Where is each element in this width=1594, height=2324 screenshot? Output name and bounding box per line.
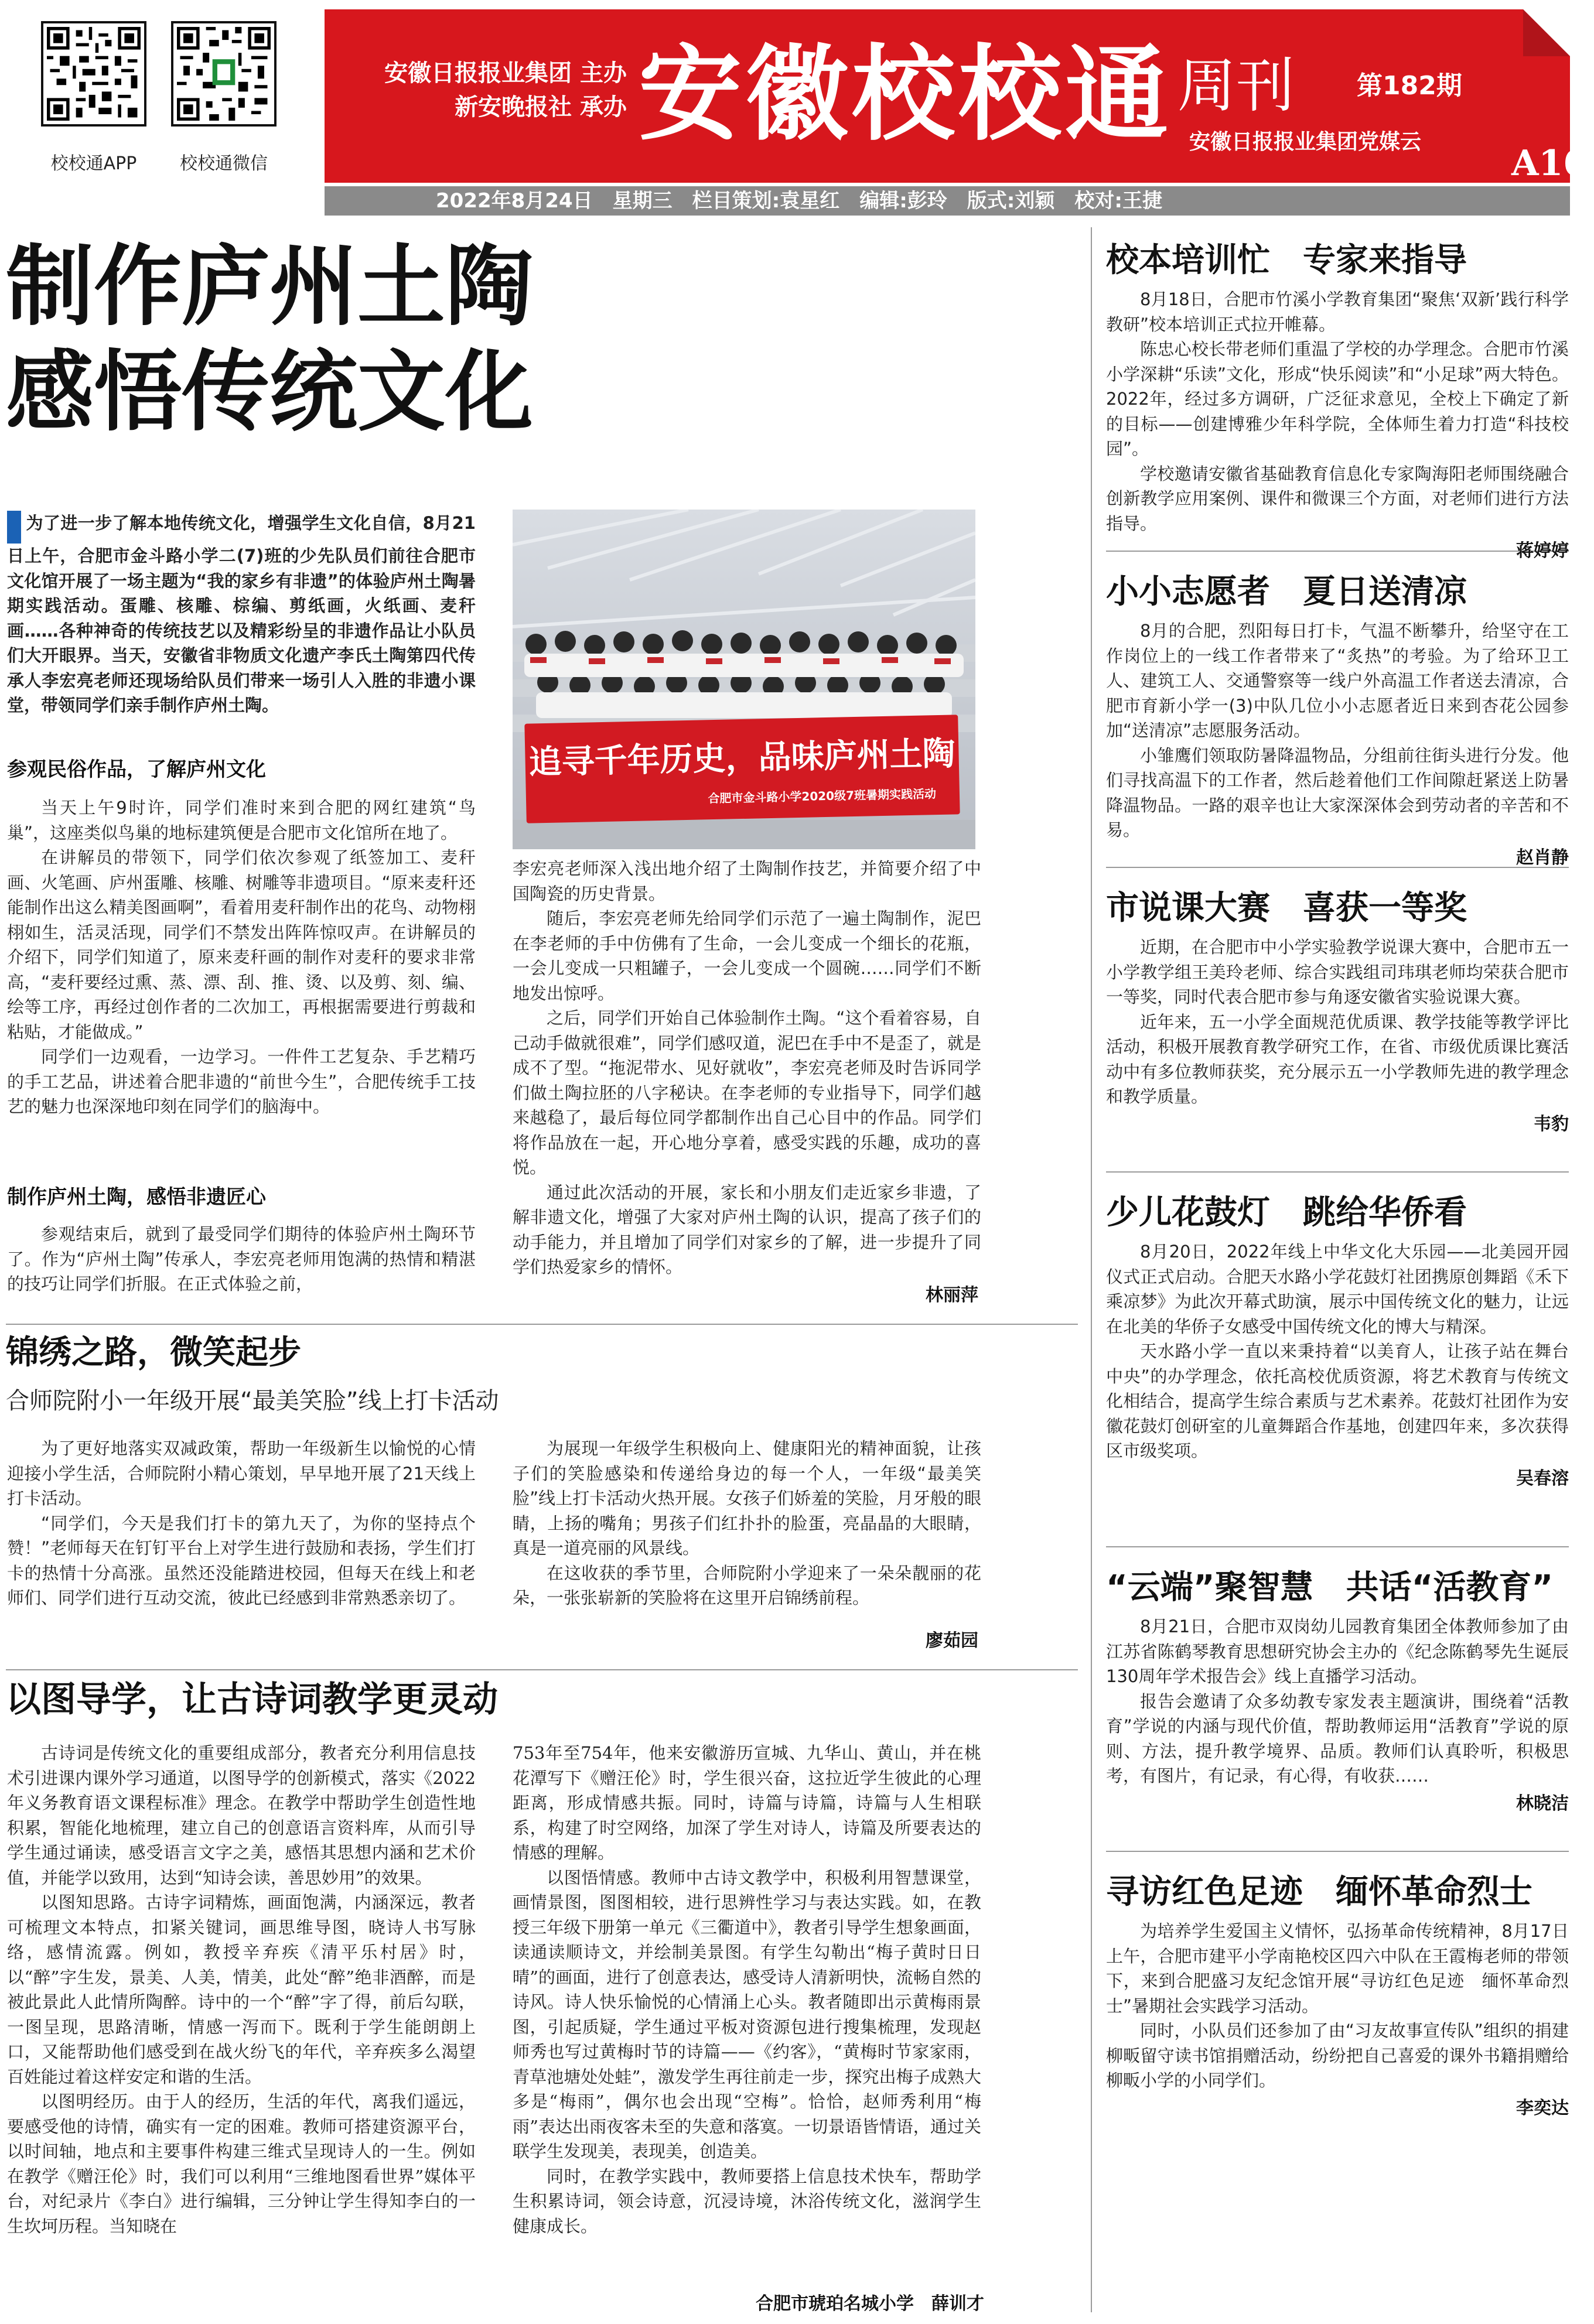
- lead-intro-paragraph: 为了进一步了解本地传统文化，增强学生文化自信，8月21日上午，合肥市金斗路小学二(7)班的少先队员们前往合肥市文化馆开展了一场主题为“我的家乡有非遗”的体验庐州土陶暑期实践活动。蛋雕、核雕、棕编、剪纸画，火纸画、麦秆画……各种神奇的传统技艺以及精彩纷呈的非遗作品让小队员们大开眼界。当天，安徽省非物质文化遗产李氏土陶第四代传承人李宏亮老师还现场给队员们带来一场引人入胜的非遗小课堂，带领同学们亲手制作庐州土陶。: [7, 511, 476, 718]
- sidebar-paragraph: 天水路小学一直以来秉持着“以美育人，让孩子站在舞台中央”的办学理念，依托高校优质资源，将艺术教育与传统文化相结合，提高学生综合素质与艺术素养。花鼓灯社团作为安徽花鼓灯创研室的儿童舞蹈合作基地，创建四年来，多次获得区市级奖项。: [1106, 1341, 1569, 1461]
- sidebar-paragraph: 小雏鹰们领取防暑降温物品，分组前往街头进行分发。他们寻找高温下的工作者，然后趁着他们工作间隙赶紧送上防暑降温物品。一路的艰辛也让大家深深体会到劳动者的辛苦和不易。: [1106, 745, 1569, 840]
- photo-banner-title: 追寻千年历史，品味庐州土陶: [528, 734, 956, 782]
- lead-title: [6, 234, 533, 445]
- lead-paragraph: 之后，同学们开始自己体验制作土陶。“这个看着容易，自己动手做就很难”，同学们感叹道，泥巴在手中不是歪了，就是成不了型。“拖泥带水、见好就收”，李宏亮老师及时告诉同学们做土陶拉胚的八字秘诀。在李老师的专业指导下，同学们越来越稳了，最后每位同学都制作出自己心目中的作品。同学们将作品放在一起，开心地分享着，感受实践的乐趣，成功的喜悦。: [513, 1008, 981, 1177]
- sidebar-author: 韦豹: [1534, 1113, 1569, 1134]
- sidebar-paragraph: 8月21日，合肥市双岗幼儿园教育集团全体教师参加了由江苏省陈鹤琴教育思想研究协会主办的《纪念陈鹤琴先生诞辰130周年学术报告会》线上直播学习活动。: [1106, 1616, 1569, 1686]
- lead-paragraph: 参观结束后，就到了最受同学们期待的体验庐州土陶环节了。作为“庐州土陶”传承人，李宏亮老师用饱满的热情和精湛的技巧让同学们折服。在正式体验之前，: [7, 1224, 476, 1294]
- poetry-title: 以图导学，让古诗词教学更灵动: [6, 1679, 498, 1720]
- poetry-paragraph: 以图知思路。古诗字词精炼，画面饱满，内涵深远，教者可梳理文本特点，扣紧关键词，画思维导图，晓诗人书写脉络，感情流露。例如，教授辛弃疾《清平乐村居》时，以“醉”字生发，景美、人美，情美，此处“醉”绝非酒醉，而是被此景此人此情所陶醉。诗中的一个“醉”字了得，前后勾联，一图呈现，思路清晰，情感一泻而下。既利于学生能朗朗上口，又能帮助他们感受到在战火纷飞的年代，辛弃疾多么渴望百姓能过着这样安定和谐的生活。: [7, 1892, 476, 2087]
- lead-paragraph: 在讲解员的带领下，同学们依次参观了纸签加工、麦秆画、火笔画、庐州蛋雕、核雕、树雕等非遗项目。“原来麦秆还能制作出这么精美图画啊”，看着用麦秆制作出的花鸟、动物栩栩如生，活灵活现，同学们不禁发出阵阵惊叹声。在讲解员的介绍下，同学们知道了，原来麦秆画的制作对麦秆的要求非常高，“麦秆要经过熏、蒸、漂、刮、推、烫、以及剪、刻、编、绘等工序，再经过创作者的二次加工，再根据需要进行剪裁和粘贴，才能做成。”: [7, 847, 476, 1042]
- poetry-paragraph: 同时，在教学实践中，教师要搭上信息技术快车，帮助学生积累诗词，领会诗意，沉浸诗境，沐浴传统文化，滋润学生健康成长。: [513, 2166, 981, 2236]
- lead-title-line1: 制作庐州土陶: [6, 236, 534, 338]
- lead-section-1: [7, 795, 476, 1119]
- photo-banner-subtitle: 合肥市金斗路小学2020级7班暑期实践活动: [708, 787, 937, 806]
- qr-app-caption: 校校通APP: [50, 153, 137, 174]
- smile-column-1: [7, 1436, 476, 1611]
- lead-paragraph: 通过此次活动的开展，家长和小朋友们走近家乡非遗，了解非遗文化，增强了大家对庐州土陶的认识，提高了孩子们的动手能力，并且增加了同学们对家乡的了解，进一步提升了同学们热爱家乡的情怀。: [513, 1182, 981, 1277]
- lead-paragraph: 同学们一边观看，一边学习。一件件工艺复杂、手艺精巧的手工艺品，讲述着合肥非遗的“前世今生”，合肥传统手工技艺的魅力也深深地印刻在同学们的脑海中。: [7, 1047, 476, 1116]
- smile-paragraph: 在这收获的季节里，合师院附小学迎来了一朵朵靓丽的花朵，一张张崭新的笑脸将在这里开启锦绣前程。: [513, 1563, 981, 1608]
- sidebar-title: 市说课大赛 喜获一等奖: [1106, 889, 1467, 927]
- sidebar-title: 小小志愿者 夏日送清凉: [1106, 573, 1467, 611]
- sidebar-title: 寻访红色足迹 缅怀革命烈士: [1106, 1873, 1532, 1911]
- page-fold-icon: [1523, 9, 1570, 56]
- sidebar-title: “云端”聚智慧 共话“活教育”: [1106, 1568, 1554, 1607]
- sidebar-author: 李奕达: [1516, 2097, 1569, 2118]
- lead-paragraph: 随后，李宏亮老师先给同学们示范了一遍土陶制作，泥巴在李老师的手中仿佛有了生命，一会儿变成一个细长的花瓶，一会儿变成一只粗罐子，一会儿变成一个圆碗……同学们不断地发出惊呼。: [513, 908, 981, 1003]
- publisher-lines: [357, 56, 627, 124]
- brand-title: 安徽校校通: [639, 35, 1172, 155]
- section-divider: [6, 1669, 1078, 1670]
- sidebar-author: 吴春溶: [1516, 1468, 1569, 1489]
- lead-paragraph: 李宏亮老师深入浅出地介绍了土陶制作技艺，并简要介绍了中国陶瓷的历史背景。: [513, 859, 981, 904]
- smile-paragraph: 为展现一年级学生积极向上、健康阳光的精神面貌，让孩子们的笑脸感染和传递给身边的每一个人，一年级“最美笑脸”线上打卡活动火热开展。女孩子们娇羞的笑脸，月牙般的眼睛，上扬的嘴角；男孩子们红扑扑的脸蛋，亮晶晶的大眼睛，真是一道亮丽的风景线。: [513, 1438, 981, 1558]
- smile-title: 锦绣之路，微笑起步: [6, 1334, 301, 1372]
- sidebar-article: [1106, 551, 1569, 867]
- lead-subhead-2: 制作庐州土陶，感悟非遗匠心: [7, 1185, 266, 1209]
- lead-subhead-1: 参观民俗作品，了解庐州文化: [7, 758, 266, 781]
- qr-codes: [29, 21, 293, 179]
- qr-code-app-icon[interactable]: [41, 21, 146, 127]
- sidebar-article: [1106, 1546, 1569, 1851]
- sidebar-paragraph: 8月20日，2022年线上中华文化大乐园——北美园开园仪式正式启动。合肥天水路小学花鼓灯社团携原创舞蹈《禾下乘凉梦》为此次开幕式助演，展示中国传统文化的魅力，让远在北美的华侨子女感受中国传统文化的博大与精深。: [1106, 1242, 1569, 1337]
- column-divider: [1091, 227, 1092, 2312]
- sidebar-paragraph: 报告会邀请了众多幼教专家发表主题演讲，围绕着“活教育”学说的内涵与现代价值，帮助教师运用“活教育”学说的原则、方法，提升教学境界、品质。教师们认真聆听，积极思考，有图片，有记录，有心得，有收获……: [1106, 1691, 1569, 1786]
- sidebar-paragraph: 为培养学生爱国主义情怀，弘扬革命传统精神，8月17日上午，合肥市建平小学南艳校区四六中队在王霞梅老师的带领下，来到合肥盛习友纪念馆开展“寻访红色足迹 缅怀革命烈士”暑期社会实践学习活动。: [1106, 1921, 1569, 2016]
- sidebar-paragraph: 学校邀请安徽省基础教育信息化专家陶海阳老师围绕融合创新教学应用案例、课件和微课三个方面，对老师们进行方法指导。: [1106, 463, 1569, 534]
- smile-author: 廖茹园: [926, 1631, 978, 1651]
- publisher-line-2: 新安晚报社 承办: [455, 94, 627, 121]
- sidebar-paragraph: 8月18日，合肥市竹溪小学教育集团“聚焦‘双新’践行科学教研”校本培训正式拉开帷幕。: [1106, 289, 1569, 334]
- cloud-label: 安徽日报报业集团党媒云: [1189, 130, 1422, 154]
- sidebar-author: 林晓洁: [1516, 1793, 1569, 1814]
- publisher-line-1: 安徽日报报业集团 主办: [384, 60, 627, 87]
- section-divider: [6, 1324, 1078, 1325]
- poetry-author: 合肥市琥珀名城小学 薛训才: [756, 2294, 984, 2314]
- photo-banner: [524, 715, 960, 823]
- lead-marker-icon: [7, 511, 21, 544]
- sidebar-article: [1106, 867, 1569, 1171]
- sidebar-paragraph: 近年来，五一小学全面规范优质课、教学技能等教学评比活动，积极开展教育教学研究工作，在省、市级优质课比赛活动中有多位教师获奖，充分展示五一小学教师先进的教学理念和教学质量。: [1106, 1011, 1569, 1106]
- lead-author: 林丽萍: [926, 1285, 978, 1305]
- sidebar-paragraph: 陈忠心校长带老师们重温了学校的办学理念。合肥市竹溪小学深耕“乐读”文化，形成“快乐阅读”和“小足球”两大特色。2022年，经过多方调研，广泛征求意见，全校上下确定了新的目标——创建博雅少年科学院，全体师生着力打造“科技校园”。: [1106, 339, 1569, 459]
- sidebar-author: 蒋婷婷: [1516, 541, 1569, 561]
- sidebar-title: 校本培训忙 专家来指导: [1106, 241, 1467, 279]
- qr-wechat-caption: 校校通微信: [180, 153, 268, 174]
- sidebar-article: [1106, 234, 1569, 561]
- poetry-column-2: [513, 1741, 981, 2238]
- page-number: A16: [1511, 143, 1588, 184]
- lead-section-2: [7, 1222, 476, 1297]
- sidebar-paragraph: 8月的合肥，烈阳每日打卡，气温不断攀升，给坚守在工作岗位上的一线工作者带来了“炙热”的考验。为了给环卫工人、建筑工人、交通警察等一线户外高温工作者送去清凉，合肥市育新小学一(3)中队几位小小志愿者近日来到杏花公园参加“送清凉”志愿服务活动。: [1106, 621, 1569, 740]
- lead-intro: [7, 511, 476, 718]
- sidebar-author: 赵肖静: [1516, 847, 1569, 868]
- sidebar-article: [1106, 1851, 1569, 2155]
- smile-paragraph: “同学们，今天是我们打卡的第九天了，为你的坚持点个赞！”老师每天在钉钉平台上对学生进行鼓励和表扬，学生们打卡的热情十分高涨。虽然还没能踏进校园，但每天在线上和老师们、同学们进行互动交流，彼此已经感到非常熟悉亲切了。: [7, 1513, 476, 1608]
- lead-paragraph: 当天上午9时许，同学们准时来到合肥的网红建筑“鸟巢”，这座类似鸟巢的地标建筑便是合肥市文化馆所在地了。: [7, 798, 476, 843]
- smile-paragraph: 为了更好地落实双减政策，帮助一年级新生以愉悦的心情迎接小学生活，合师院附小精心策划，早早地开展了21天线上打卡活动。: [7, 1438, 476, 1508]
- lead-column-2: [513, 856, 981, 1280]
- sidebar-title: 少儿花鼓灯 跳给华侨看: [1106, 1194, 1467, 1232]
- sidebar-article: [1106, 1171, 1569, 1546]
- poetry-paragraph: 以图明经历。由于人的经历，生活的年代，离我们遥远，要感受他的诗情，确实有一定的困难。教师可搭建资源平台，以时间轴，地点和主要事件构建三维式呈现诗人的一生。例如在教学《赠汪伦》时，我们可以利用“三维地图看世界”媒体平台，对纪录片《李白》进行编辑，三分钟让学生得知李白的一生坎坷历程。当知晓在: [7, 2091, 476, 2236]
- qr-code-wechat-icon[interactable]: [171, 21, 277, 127]
- issue-number: 第182期: [1357, 71, 1462, 101]
- poetry-paragraph: 753年至754年，他来安徽游历宣城、九华山、黄山，并在桃花潭写下《赠汪伦》时，学生很兴奋，这拉近学生彼此的心理距离，形成情感共振。同时，诗篇与诗篇，诗篇与人生相联系，构建了时空网络，加深了学生对诗人，诗篇及所要表达的情感的理解。: [513, 1743, 981, 1862]
- poetry-paragraph: 以图悟情感。教师中古诗文教学中，积极利用智慧课堂，画情景图，图图相较，进行思辨性学习与表达实践。如，在教授三年级下册第一单元《三衢道中》，教者引导学生想象画面，读通读顺诗文，并绘制美景图。有学生勾勒出“梅子黄时日日晴”的画面，进行了创意表达，感受诗人清新明快，流畅自然的诗风。诗人快乐愉悦的心情涌上心头。教者随即出示黄梅雨景图，引起质疑，学生通过平板对资源包进行搜集梳理，发现赵师秀也写过黄梅时节的诗篇——《约客》，“黄梅时节家家雨，青草池塘处处蛙”，激发学生再往前走一步，探究出梅子成熟大多是“梅雨”，偶尔也会出现“空梅”。恰恰，赵师秀利用“梅雨”表达出雨夜客未至的失意和落寞。一切景语皆情语，通过关联学生发现美，表现美，创造美。: [513, 1867, 981, 2161]
- sidebar-paragraph: 同时，小队员们还参加了由“习友故事宣传队”组织的捐建柳畈留守读书馆捐赠活动，纷纷把自己喜爱的课外书籍捐赠给柳畈小学的小同学们。: [1106, 2021, 1569, 2090]
- poetry-column-1: [7, 1741, 476, 2238]
- sidebar: [1106, 234, 1569, 2155]
- weekly-label: 周刊: [1177, 52, 1295, 120]
- smile-column-2: [513, 1436, 981, 1611]
- poetry-paragraph: 古诗词是传统文化的重要组成部分，教者充分利用信息技术引进课内课外学习通道，以图导学的创新模式，落实《2022年义务教育语文课程标准》理念。在教学中帮助学生创造性地积累，智能化地梳理，建立自己的创意语言资料库，从而引导学生通过诵读，感受语言文字之美，感悟其思想内涵和艺术价值，并能学以致用，达到“知诗会读，善思妙用”的效果。: [7, 1743, 476, 1888]
- lead-title-line2: 感悟传统文化: [6, 341, 534, 443]
- lead-photo: [513, 510, 975, 849]
- smile-subtitle: 合师院附小一年级开展“最美笑脸”线上打卡活动: [6, 1387, 499, 1414]
- dateline: 2022年8月24日 星期三 栏目策划:袁星红 编辑:彭玲 版式:刘颖 校对:王捷: [325, 186, 1570, 216]
- sidebar-paragraph: 近期，在合肥市中小学实验教学说课大赛中，合肥市五一小学教学组王美玲老师、综合实践组司玮琪老师均荣获合肥市一等奖，同时代表合肥市参与角逐安徽省实验说课大赛。: [1106, 937, 1569, 1007]
